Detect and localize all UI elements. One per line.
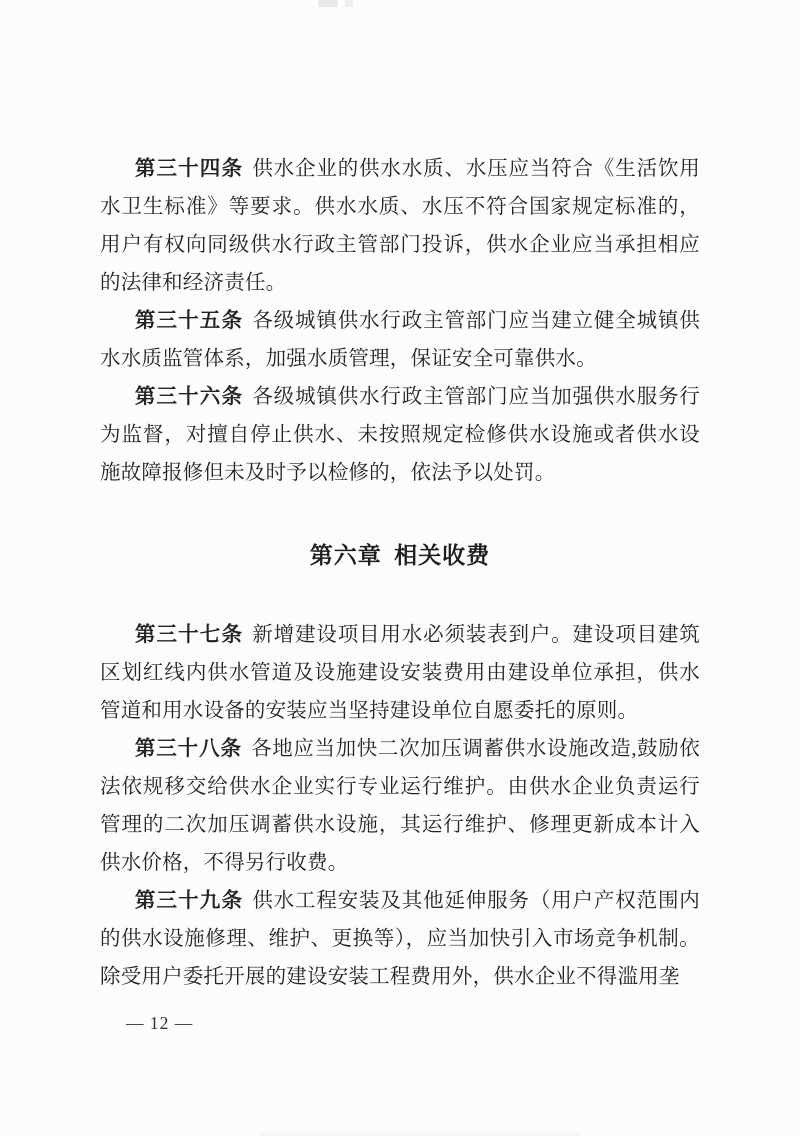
article-34-number: 第三十四条 (134, 157, 244, 180)
article-36-paragraph (100, 378, 700, 492)
article-34-text: 供水企业的供水水质、水压应当符合《生活饮用水卫生标准》等要求。供水水质、水压不符合国家规定标准的，用户有权向同级供水行政主管部门投诉，供水企业应当承担相应的法律和经济责任。 (100, 158, 700, 294)
article-34-paragraph (100, 150, 700, 302)
scan-artifact-top-left (318, 0, 338, 7)
article-36-number: 第三十六条 (134, 385, 244, 408)
article-38-paragraph (100, 730, 700, 882)
article-35-text: 各级城镇供水行政主管部门应当建立健全城镇供水水质监管体系，加强水质管理，保证安全可靠供水。 (100, 310, 700, 370)
scan-artifact-bottom (260, 1131, 580, 1136)
chapter-heading: 第六章 相关收费 (309, 542, 491, 568)
article-37-number: 第三十七条 (134, 623, 244, 646)
article-35-number: 第三十五条 (134, 309, 244, 332)
article-37-paragraph (100, 616, 700, 730)
article-39-number: 第三十九条 (134, 889, 244, 912)
article-36-text: 各级城镇供水行政主管部门应当加强供水服务行为监督，对擅自停止供水、未按照规定检修供水设施或者供水设施故障报修但未及时予以检修的，依法予以处罚。 (100, 386, 700, 484)
article-38-text: 各地应当加快二次加压调蓄供水设施改造,鼓励依法依规移交给供水企业实行专业运行维护。由供水企业负责运行管理的二次加压调蓄供水设施，其运行维护、修理更新成本计入供水价格，不得另行收费。 (100, 738, 701, 874)
page-number: — 12 — (126, 1013, 194, 1033)
article-39-text: 供水工程安装及其他延伸服务（用户产权范围内的供水设施修理、维护、更换等），应当加快引入市场竞争机制。除受用户委托开展的建设安装工程费用外，供水企业不得滥用垄 (100, 890, 700, 988)
scan-artifact-top-right (345, 0, 353, 7)
article-37-text: 新增建设项目用水必须装表到户。建设项目建筑区划红线内供水管道及设施建设安装费用由建设单位承担，供水管道和用水设备的安装应当坚持建设单位自愿委托的原则。 (100, 624, 700, 722)
article-39-paragraph (100, 882, 700, 996)
article-35-paragraph (100, 302, 700, 378)
article-38-number: 第三十八条 (134, 737, 242, 760)
document-content (100, 150, 700, 1034)
